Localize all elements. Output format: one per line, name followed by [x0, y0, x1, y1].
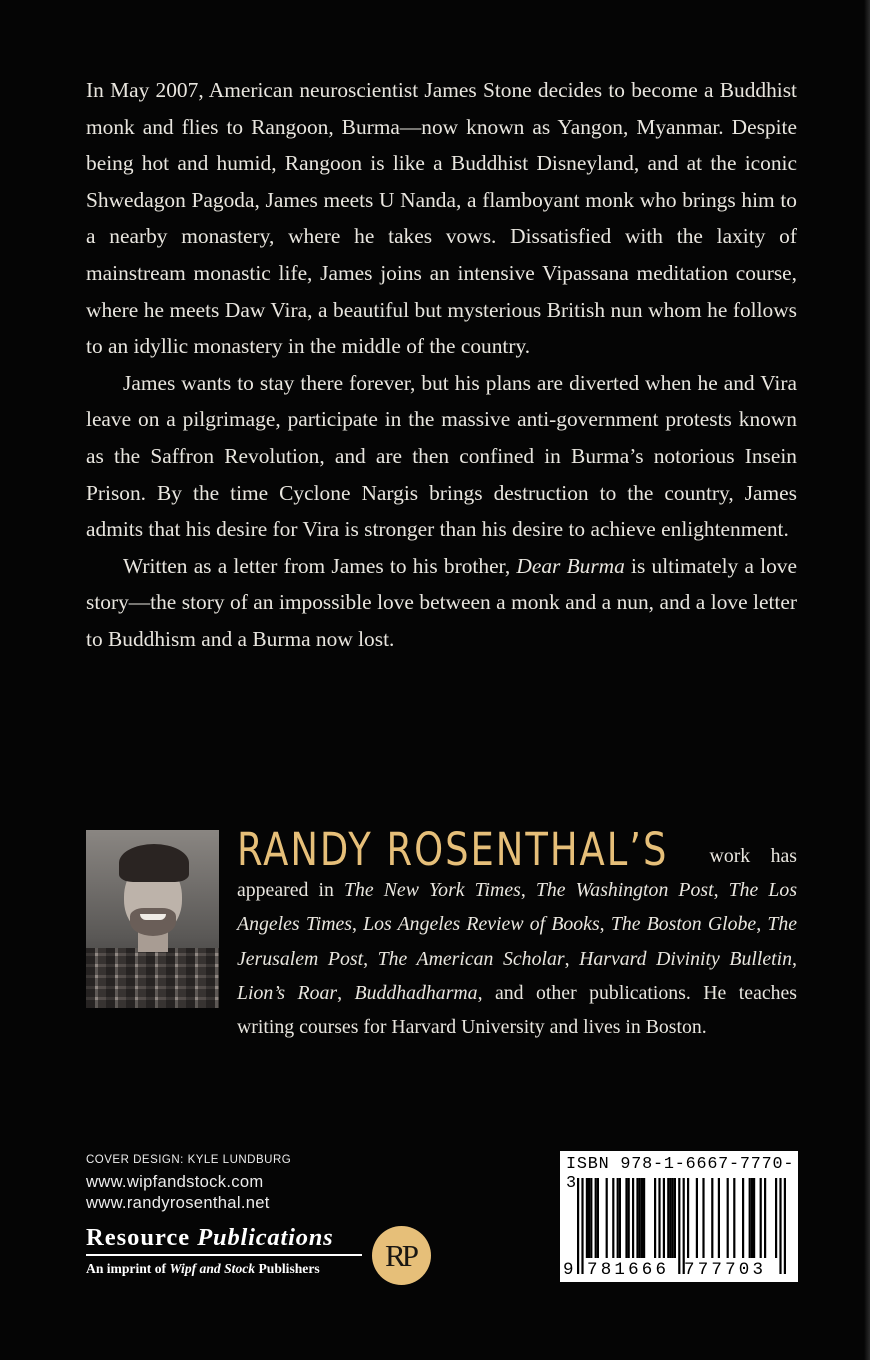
publication: The American Scholar: [377, 947, 565, 970]
barcode-bar: [632, 1178, 634, 1258]
barcode-bar: [643, 1178, 645, 1258]
isbn-label: ISBN 978-1-6667-7770-3: [566, 1155, 795, 1193]
publication: Buddhadharma: [354, 981, 478, 1004]
barcode-bar: [590, 1178, 592, 1258]
barcode-bar: [718, 1178, 720, 1258]
publication: The New York Times: [343, 879, 521, 902]
barcode-bar: [760, 1178, 762, 1258]
barcode-bar: [742, 1178, 744, 1258]
page-edge: [870, 0, 880, 1360]
barcode-bar: [597, 1178, 599, 1258]
publisher-name: [86, 1223, 362, 1253]
publisher-name-part: Publications: [197, 1224, 334, 1251]
book-title: Dear Burma: [516, 553, 625, 578]
publisher-url: www.wipfandstock.com: [86, 1172, 264, 1191]
barcode-bar: [687, 1178, 689, 1258]
imprint-text: An imprint of: [86, 1260, 170, 1276]
author-bio: [86, 823, 798, 1044]
imprint-publisher: Wipf and Stock: [169, 1260, 256, 1276]
publisher-name-part: Resource: [86, 1224, 191, 1251]
bio-text: , and other publications. He teaches writing courses for Harvard University and lives in Boston.: [237, 981, 797, 1039]
blurb-paragraph-3: [86, 548, 797, 658]
barcode-bar: [696, 1178, 698, 1258]
imprint-line: [86, 1261, 362, 1277]
barcode-bar: [628, 1178, 630, 1258]
author-url: www.randyrosenthal.net: [86, 1193, 270, 1212]
blurb-paragraph-1: In May 2007, American neuroscientist James Stone decides to become a Buddhist monk and flies to Rangoon, Burma—now known as Yangon, Myanmar. Despite being hot and humid, Rangoon is like a Buddhist Disneyland, and at the iconic Shwedagon Pagoda, James meets U Nanda, a flamboyant monk who brings him to a nearby monastery, where he takes vows. Dissatisfied with the laxity of mainstream monastic life, James joins an intensive Vipassana meditation course, where he meets Daw Vira, a beautiful but mysterious British nun whom he follows to an idyllic monastery in the middle of the country.: [86, 78, 797, 359]
isbn-barcode: [560, 1151, 798, 1282]
separator: ,: [352, 913, 364, 936]
blurb-text: is ultimately a love story—the story of an impossible love between a monk and a nun, and a love letter to Buddhism and a Burma now lost.: [86, 553, 797, 651]
author-photo: [86, 830, 219, 1008]
back-cover-blurb: [86, 72, 797, 658]
separator: ,: [337, 981, 355, 1004]
publication: Los Angeles Review of Books: [363, 913, 600, 936]
publication: The Los Angeles Times: [237, 879, 798, 936]
bio-text: work has appeared in: [237, 845, 797, 902]
barcode-bar: [641, 1178, 643, 1258]
separator: ,: [792, 947, 797, 970]
cover-design-credit: COVER DESIGN: KYLE LUNDBURG: [86, 1154, 292, 1166]
blurb-paragraph-2: James wants to stay there forever, but his plans are diverted when he and Vira leave on a pilgrimage, participate in the massive anti-government protests known as the Saffron Revolution, and are then confined in Burma’s notorious Insein Prison. By the time Cyclone Nargis brings destruction to the country, James admits that his desire for Vira is stronger than his desire to achieve enlightenment.: [86, 370, 797, 542]
blurb-text: Written as a letter from James to his brother,: [123, 553, 517, 578]
barcode-bar: [639, 1178, 641, 1258]
barcode-bar: [658, 1178, 660, 1258]
barcode-bar: [663, 1178, 665, 1258]
divider: [86, 1254, 362, 1256]
publication: The Washington Post: [535, 879, 714, 902]
publication: The Jerusalem Post: [237, 913, 798, 970]
barcode-bar: [606, 1178, 608, 1258]
publication: Harvard Divinity Bulletin: [579, 947, 793, 970]
barcode-bar: [636, 1178, 638, 1258]
barcode-first-digit: 9: [563, 1260, 574, 1280]
barcode-bar: [654, 1178, 656, 1258]
publisher-mark: [86, 1223, 362, 1277]
imprint-text: Publishers: [255, 1260, 320, 1276]
barcode-bar: [617, 1178, 619, 1258]
barcode-bar: [625, 1178, 627, 1258]
publication: Lion’s Roar: [237, 981, 338, 1004]
barcode-bar: [586, 1178, 588, 1258]
separator: ,: [756, 913, 768, 936]
separator: ,: [564, 947, 580, 970]
separator: ,: [363, 947, 378, 970]
credits: [86, 1153, 291, 1213]
publisher-logo: [372, 1226, 431, 1285]
barcode-bar: [619, 1178, 621, 1258]
separator: ,: [599, 913, 611, 936]
separator: ,: [713, 879, 729, 902]
barcode-bar: [733, 1178, 735, 1258]
barcode-bar: [711, 1178, 713, 1258]
barcode-bar: [702, 1178, 704, 1258]
separator: ,: [520, 879, 536, 902]
barcode-bar: [751, 1178, 753, 1258]
barcode-bar: [749, 1178, 751, 1258]
barcode-bar: [588, 1178, 590, 1258]
publication: The Boston Globe: [610, 913, 757, 936]
barcode-bar: [775, 1178, 777, 1258]
barcode-bar: [727, 1178, 729, 1258]
author-name: RANDY ROSENTHAL’S: [237, 823, 669, 876]
barcode-bar: [595, 1178, 597, 1258]
barcode-right-digits: 777703: [684, 1260, 767, 1280]
barcode-bar: [672, 1178, 674, 1258]
publisher-logo-text: RP: [385, 1237, 415, 1273]
barcode-bar: [764, 1178, 766, 1258]
barcode-digits: [560, 1260, 798, 1280]
barcode-bar: [667, 1178, 669, 1258]
barcode-left-digits: 781666: [587, 1260, 670, 1280]
barcode-bar: [669, 1178, 671, 1258]
barcode-bar: [753, 1178, 755, 1258]
barcode-bar: [674, 1178, 676, 1258]
barcode-bar: [612, 1178, 614, 1258]
